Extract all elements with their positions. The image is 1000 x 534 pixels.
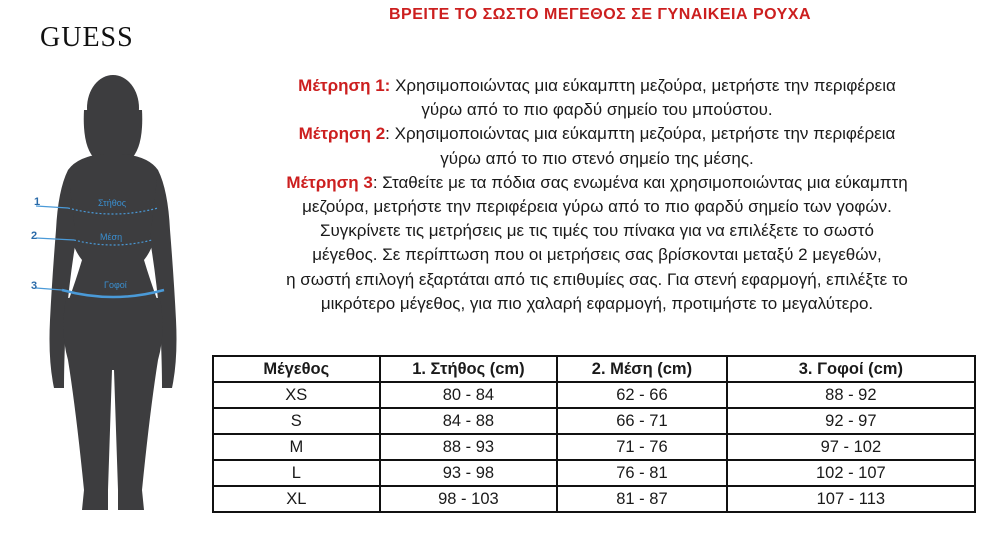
size-cell: XS	[213, 382, 380, 408]
advice-line-3: η σωστή επιλογή εξαρτάται από τις επιθυμίες σας. Για στενή εφαρμογή, επιλέξτε το	[286, 269, 908, 289]
waist-number: 2	[31, 230, 38, 242]
bust-cell: 88 - 93	[380, 434, 558, 460]
hips-cell: 107 - 113	[727, 486, 975, 512]
bust-cell: 80 - 84	[380, 382, 558, 408]
bust-cell: 93 - 98	[380, 460, 558, 486]
advice-line-4: μικρότερο μέγεθος, για πιο χαλαρή εφαρμογή, προτιμήστε το μεγαλύτερο.	[320, 293, 874, 313]
table-row	[213, 382, 975, 408]
table-row	[213, 486, 975, 512]
measurement-1	[212, 74, 982, 122]
measurement-3	[212, 171, 982, 219]
size-cell: XL	[213, 486, 380, 512]
hips-number: 3	[31, 280, 38, 292]
waist-cell: 81 - 87	[557, 486, 727, 512]
header-bust: 1. Στήθος (cm)	[380, 356, 558, 382]
hips-cell: 88 - 92	[727, 382, 975, 408]
waist-cell: 76 - 81	[557, 460, 727, 486]
hips-cell: 102 - 107	[727, 460, 975, 486]
header-hips: 3. Γοφοί (cm)	[727, 356, 975, 382]
measurement-1-label: Μέτρηση 1:	[298, 76, 391, 95]
table-row	[213, 408, 975, 434]
brand-logo: GUESS	[40, 22, 134, 53]
measurement-3-text: : Σταθείτε με τα πόδια σας ενωμένα και χρησιμοποιώντας μια εύκαμπτη	[372, 172, 908, 192]
measurement-1-text-cont: γύρω από το πιο φαρδύ σημείο του μπούστου.	[421, 100, 773, 120]
body-silhouette	[18, 70, 188, 520]
bust-cell: 84 - 88	[380, 408, 558, 434]
table-row	[213, 434, 975, 460]
hips-label: Γοφοί	[104, 280, 127, 290]
size-chart-table	[212, 355, 976, 513]
size-advice	[212, 219, 982, 316]
measurement-2-text-cont: γύρω από το πιο στενό σημείο της μέσης.	[440, 148, 754, 168]
header-size: Μέγεθος	[213, 356, 380, 382]
table-header-row	[213, 356, 975, 382]
bust-cell: 98 - 103	[380, 486, 558, 512]
waist-cell: 62 - 66	[557, 382, 727, 408]
waist-label: Μέση	[100, 232, 123, 242]
bust-number: 1	[34, 196, 41, 208]
measurement-2-text: : Χρησιμοποιώντας μια εύκαμπτη μεζούρα, μετρήστε την περιφέρεια	[385, 124, 896, 144]
header-waist: 2. Μέση (cm)	[557, 356, 727, 382]
measurement-3-text-cont: μεζούρα, μετρήστε την περιφέρεια γύρω από το πιο φαρδύ σημείο των γοφών.	[302, 197, 892, 217]
table-row	[213, 460, 975, 486]
measurement-3-label: Μέτρηση 3	[286, 172, 373, 192]
size-cell: M	[213, 434, 380, 460]
size-cell: S	[213, 408, 380, 434]
page-title: ΒΡΕΙΤΕ ΤΟ ΣΩΣΤΟ ΜΕΓΕΘΟΣ ΣΕ ΓΥΝΑΙΚΕΙΑ ΡΟΥΧΑ	[388, 6, 812, 23]
hips-cell: 97 - 102	[727, 434, 975, 460]
waist-cell: 71 - 76	[557, 434, 727, 460]
advice-line-2: μέγεθος. Σε περίπτωση που οι μετρήσεις σας βρίσκονται μεταξύ 2 μεγεθών,	[312, 245, 882, 265]
measurement-2	[212, 122, 982, 170]
measurement-instructions	[212, 74, 982, 316]
measurement-1-text: Χρησιμοποιώντας μια εύκαμπτη μεζούρα, μετρήστε την περιφέρεια	[395, 76, 896, 95]
waist-cell: 66 - 71	[557, 408, 727, 434]
hips-cell: 92 - 97	[727, 408, 975, 434]
bust-label: Στήθος	[98, 198, 127, 208]
body-measurement-figure	[18, 70, 188, 520]
advice-line-1: Συγκρίνετε τις μετρήσεις με τις τιμές του πίνακα για να επιλέξετε το σωστό	[320, 221, 874, 241]
measurement-2-label: Μέτρηση 2	[298, 124, 386, 144]
size-cell: L	[213, 460, 380, 486]
